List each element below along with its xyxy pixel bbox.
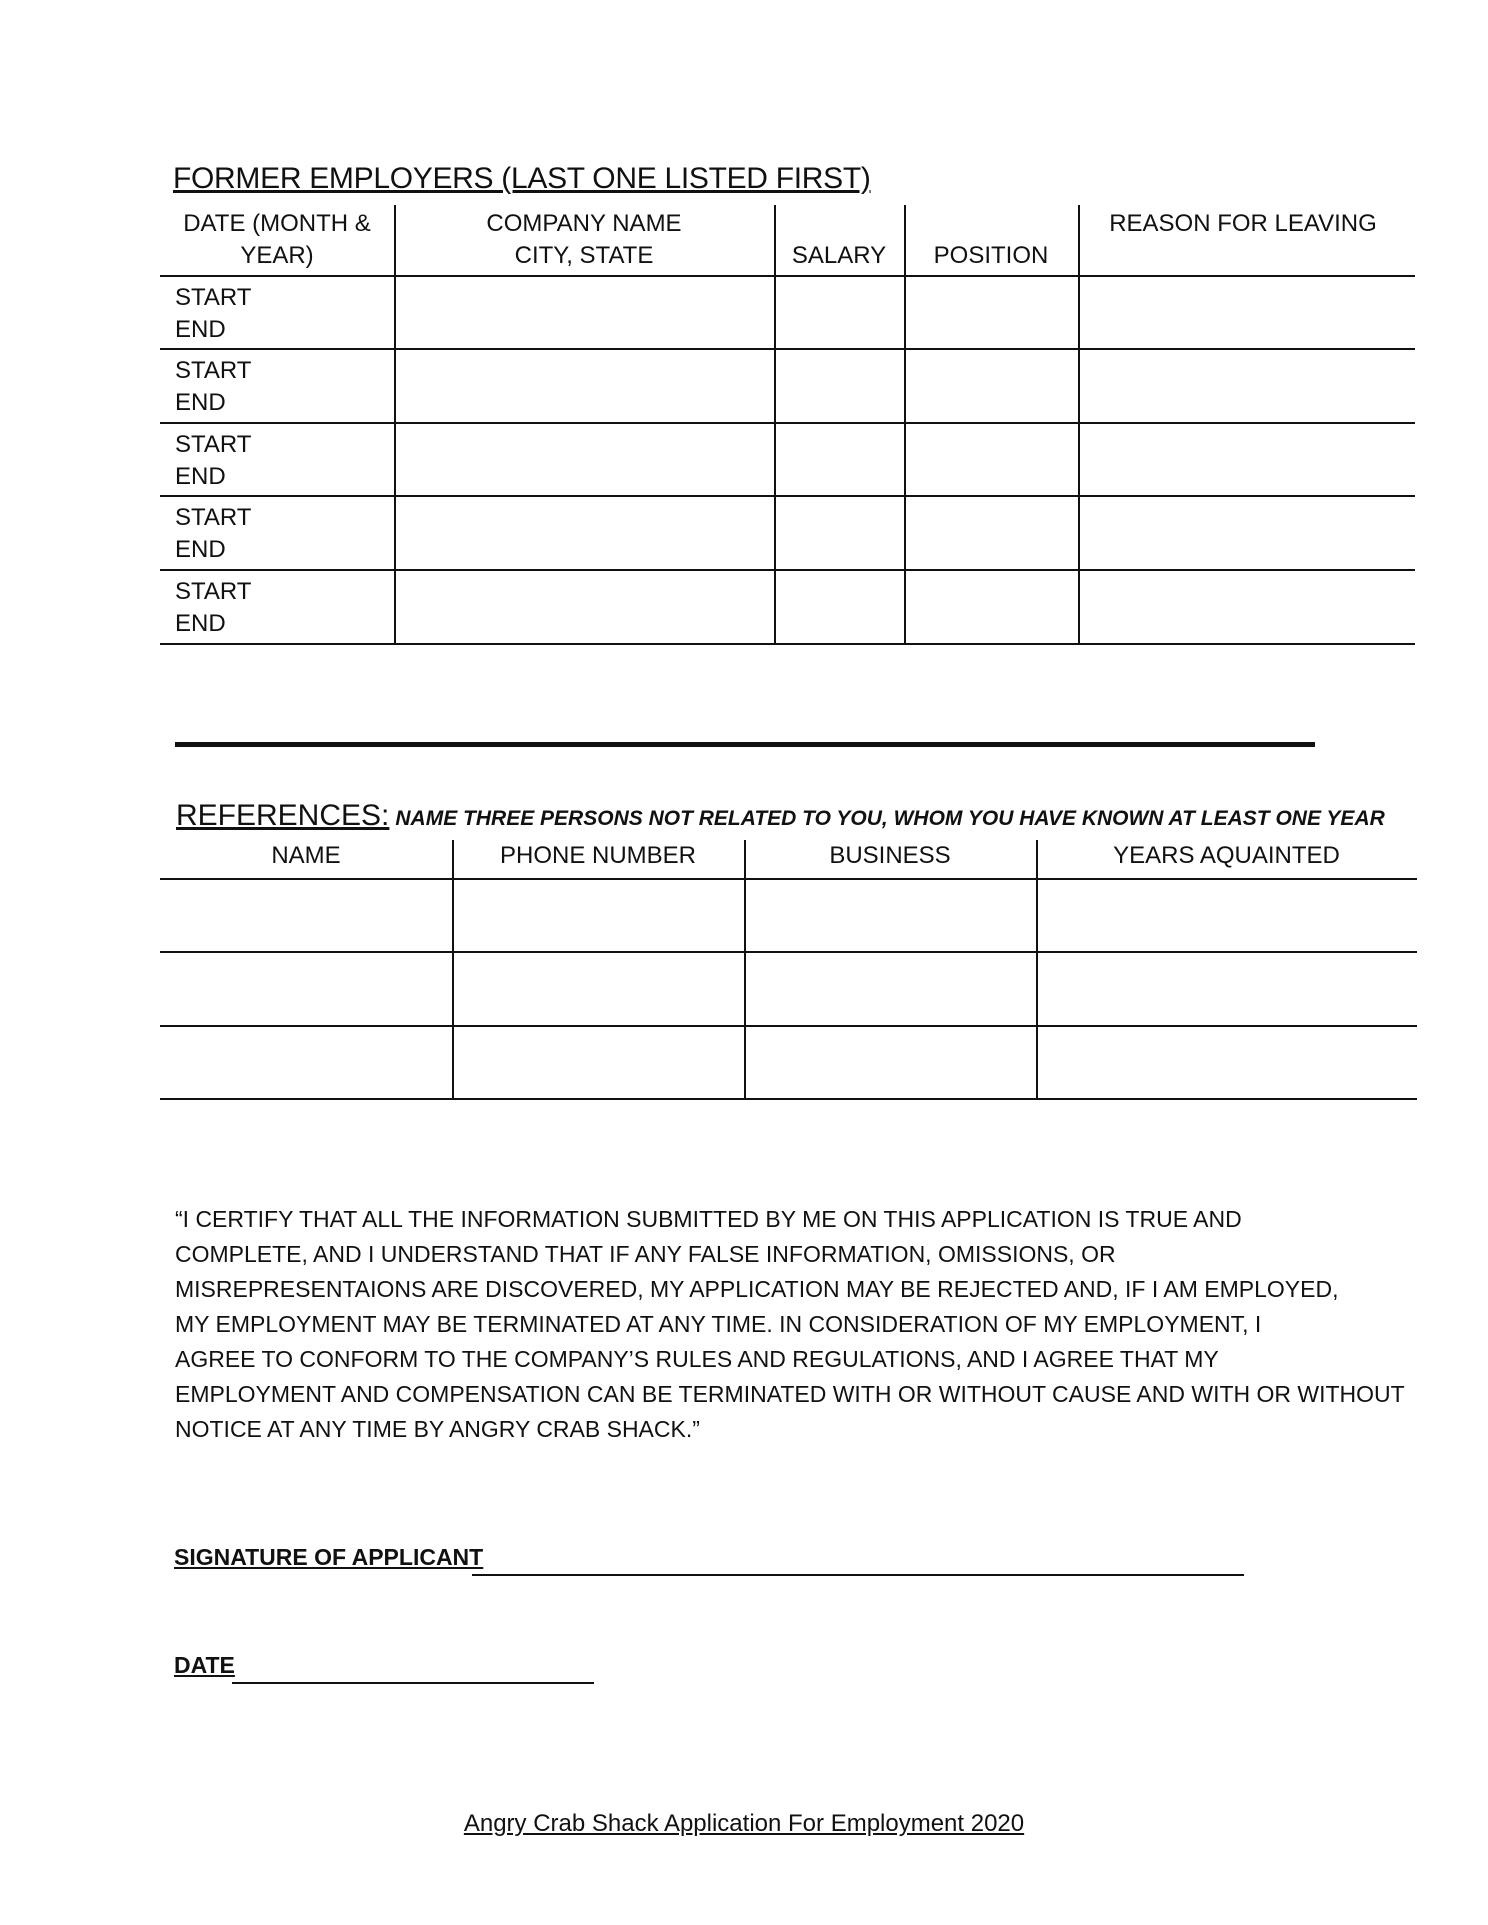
header-business: BUSINESS	[829, 842, 951, 869]
row-start-label: START	[175, 431, 252, 458]
column-divider	[394, 205, 396, 645]
header-date-line1: DATE (MONTH &	[183, 210, 371, 237]
header-name: NAME	[271, 842, 341, 869]
table-rule	[160, 1025, 1417, 1027]
column-divider	[904, 205, 906, 645]
header-company-line1: COMPANY NAME	[486, 210, 682, 237]
certification-line: MISREPRESENTAIONS ARE DISCOVERED, MY APPLICATION MAY BE REJECTED AND, IF I AM EMPLOYED,	[175, 1276, 1339, 1302]
table-rule	[160, 643, 1415, 645]
header-salary: SALARY	[791, 242, 887, 269]
date-label: DATE	[174, 1652, 235, 1678]
table-rule	[160, 878, 1417, 880]
footer-text: Angry Crab Shack Application For Employment 2020	[463, 1810, 1025, 1837]
column-divider	[1078, 205, 1080, 645]
references-note: NAME THREE PERSONS NOT RELATED TO YOU, WHOM YOU HAVE KNOWN AT LEAST ONE YEAR	[395, 807, 1385, 830]
signature-label: SIGNATURE OF APPLICANT	[174, 1544, 484, 1570]
column-divider	[452, 840, 454, 1098]
row-start-label: START	[175, 504, 252, 531]
date-field[interactable]	[232, 1682, 594, 1684]
certification-line: MY EMPLOYMENT MAY BE TERMINATED AT ANY TIME. IN CONSIDERATION OF MY EMPLOYMENT, I	[175, 1311, 1262, 1337]
table-rule	[160, 951, 1417, 953]
table-row[interactable]	[175, 576, 251, 640]
row-end-label: END	[175, 610, 226, 637]
certification-line: COMPLETE, AND I UNDERSTAND THAT IF ANY FALSE INFORMATION, OMISSIONS, OR	[175, 1241, 1116, 1267]
header-years: YEARS AQUAINTED	[1113, 842, 1340, 869]
table-rule	[160, 495, 1415, 497]
row-start-label: START	[175, 284, 252, 311]
table-row[interactable]	[175, 429, 251, 493]
header-company	[394, 208, 774, 272]
row-end-label: END	[175, 389, 226, 416]
header-date	[160, 208, 394, 272]
row-end-label: END	[175, 536, 226, 563]
header-position: POSITION	[933, 242, 1049, 269]
table-row[interactable]	[175, 282, 251, 346]
column-divider	[1036, 840, 1038, 1098]
certification-line: “I CERTIFY THAT ALL THE INFORMATION SUBMITTED BY ME ON THIS APPLICATION IS TRUE AND	[175, 1206, 1242, 1232]
former-employers-title: FORMER EMPLOYERS (LAST ONE LISTED FIRST)	[173, 162, 871, 195]
certification-line: NOTICE AT ANY TIME BY ANGRY CRAB SHACK.”	[175, 1416, 700, 1442]
certification-line: EMPLOYMENT AND COMPENSATION CAN BE TERMINATED WITH OR WITHOUT CAUSE AND WITH OR WITHOUT	[175, 1381, 1405, 1407]
header-reason: REASON FOR LEAVING	[1109, 210, 1377, 237]
header-phone: PHONE NUMBER	[499, 842, 697, 869]
table-row[interactable]	[175, 502, 251, 566]
table-rule	[160, 422, 1415, 424]
page-footer	[0, 1810, 1488, 1838]
column-divider	[774, 205, 776, 645]
row-end-label: END	[175, 316, 226, 343]
certification-line: AGREE TO CONFORM TO THE COMPANY’S RULES AND REGULATIONS, AND I AGREE THAT MY	[175, 1346, 1219, 1372]
table-rule	[160, 569, 1415, 571]
former-employers-table	[160, 205, 1415, 647]
table-rule	[160, 348, 1415, 350]
signature-field[interactable]	[472, 1574, 1244, 1576]
table-rule	[160, 275, 1415, 277]
certification-statement	[175, 1202, 1405, 1447]
references-heading	[176, 799, 1385, 833]
header-company-line2: CITY, STATE	[514, 242, 654, 269]
row-end-label: END	[175, 463, 226, 490]
references-title: REFERENCES:	[176, 799, 390, 832]
table-row[interactable]	[175, 355, 251, 419]
column-divider	[744, 840, 746, 1098]
section-divider	[175, 742, 1315, 747]
references-table	[160, 840, 1417, 1098]
table-rule	[160, 1098, 1417, 1100]
row-start-label: START	[175, 357, 252, 384]
row-start-label: START	[175, 578, 252, 605]
header-date-line2: YEAR)	[240, 242, 314, 269]
